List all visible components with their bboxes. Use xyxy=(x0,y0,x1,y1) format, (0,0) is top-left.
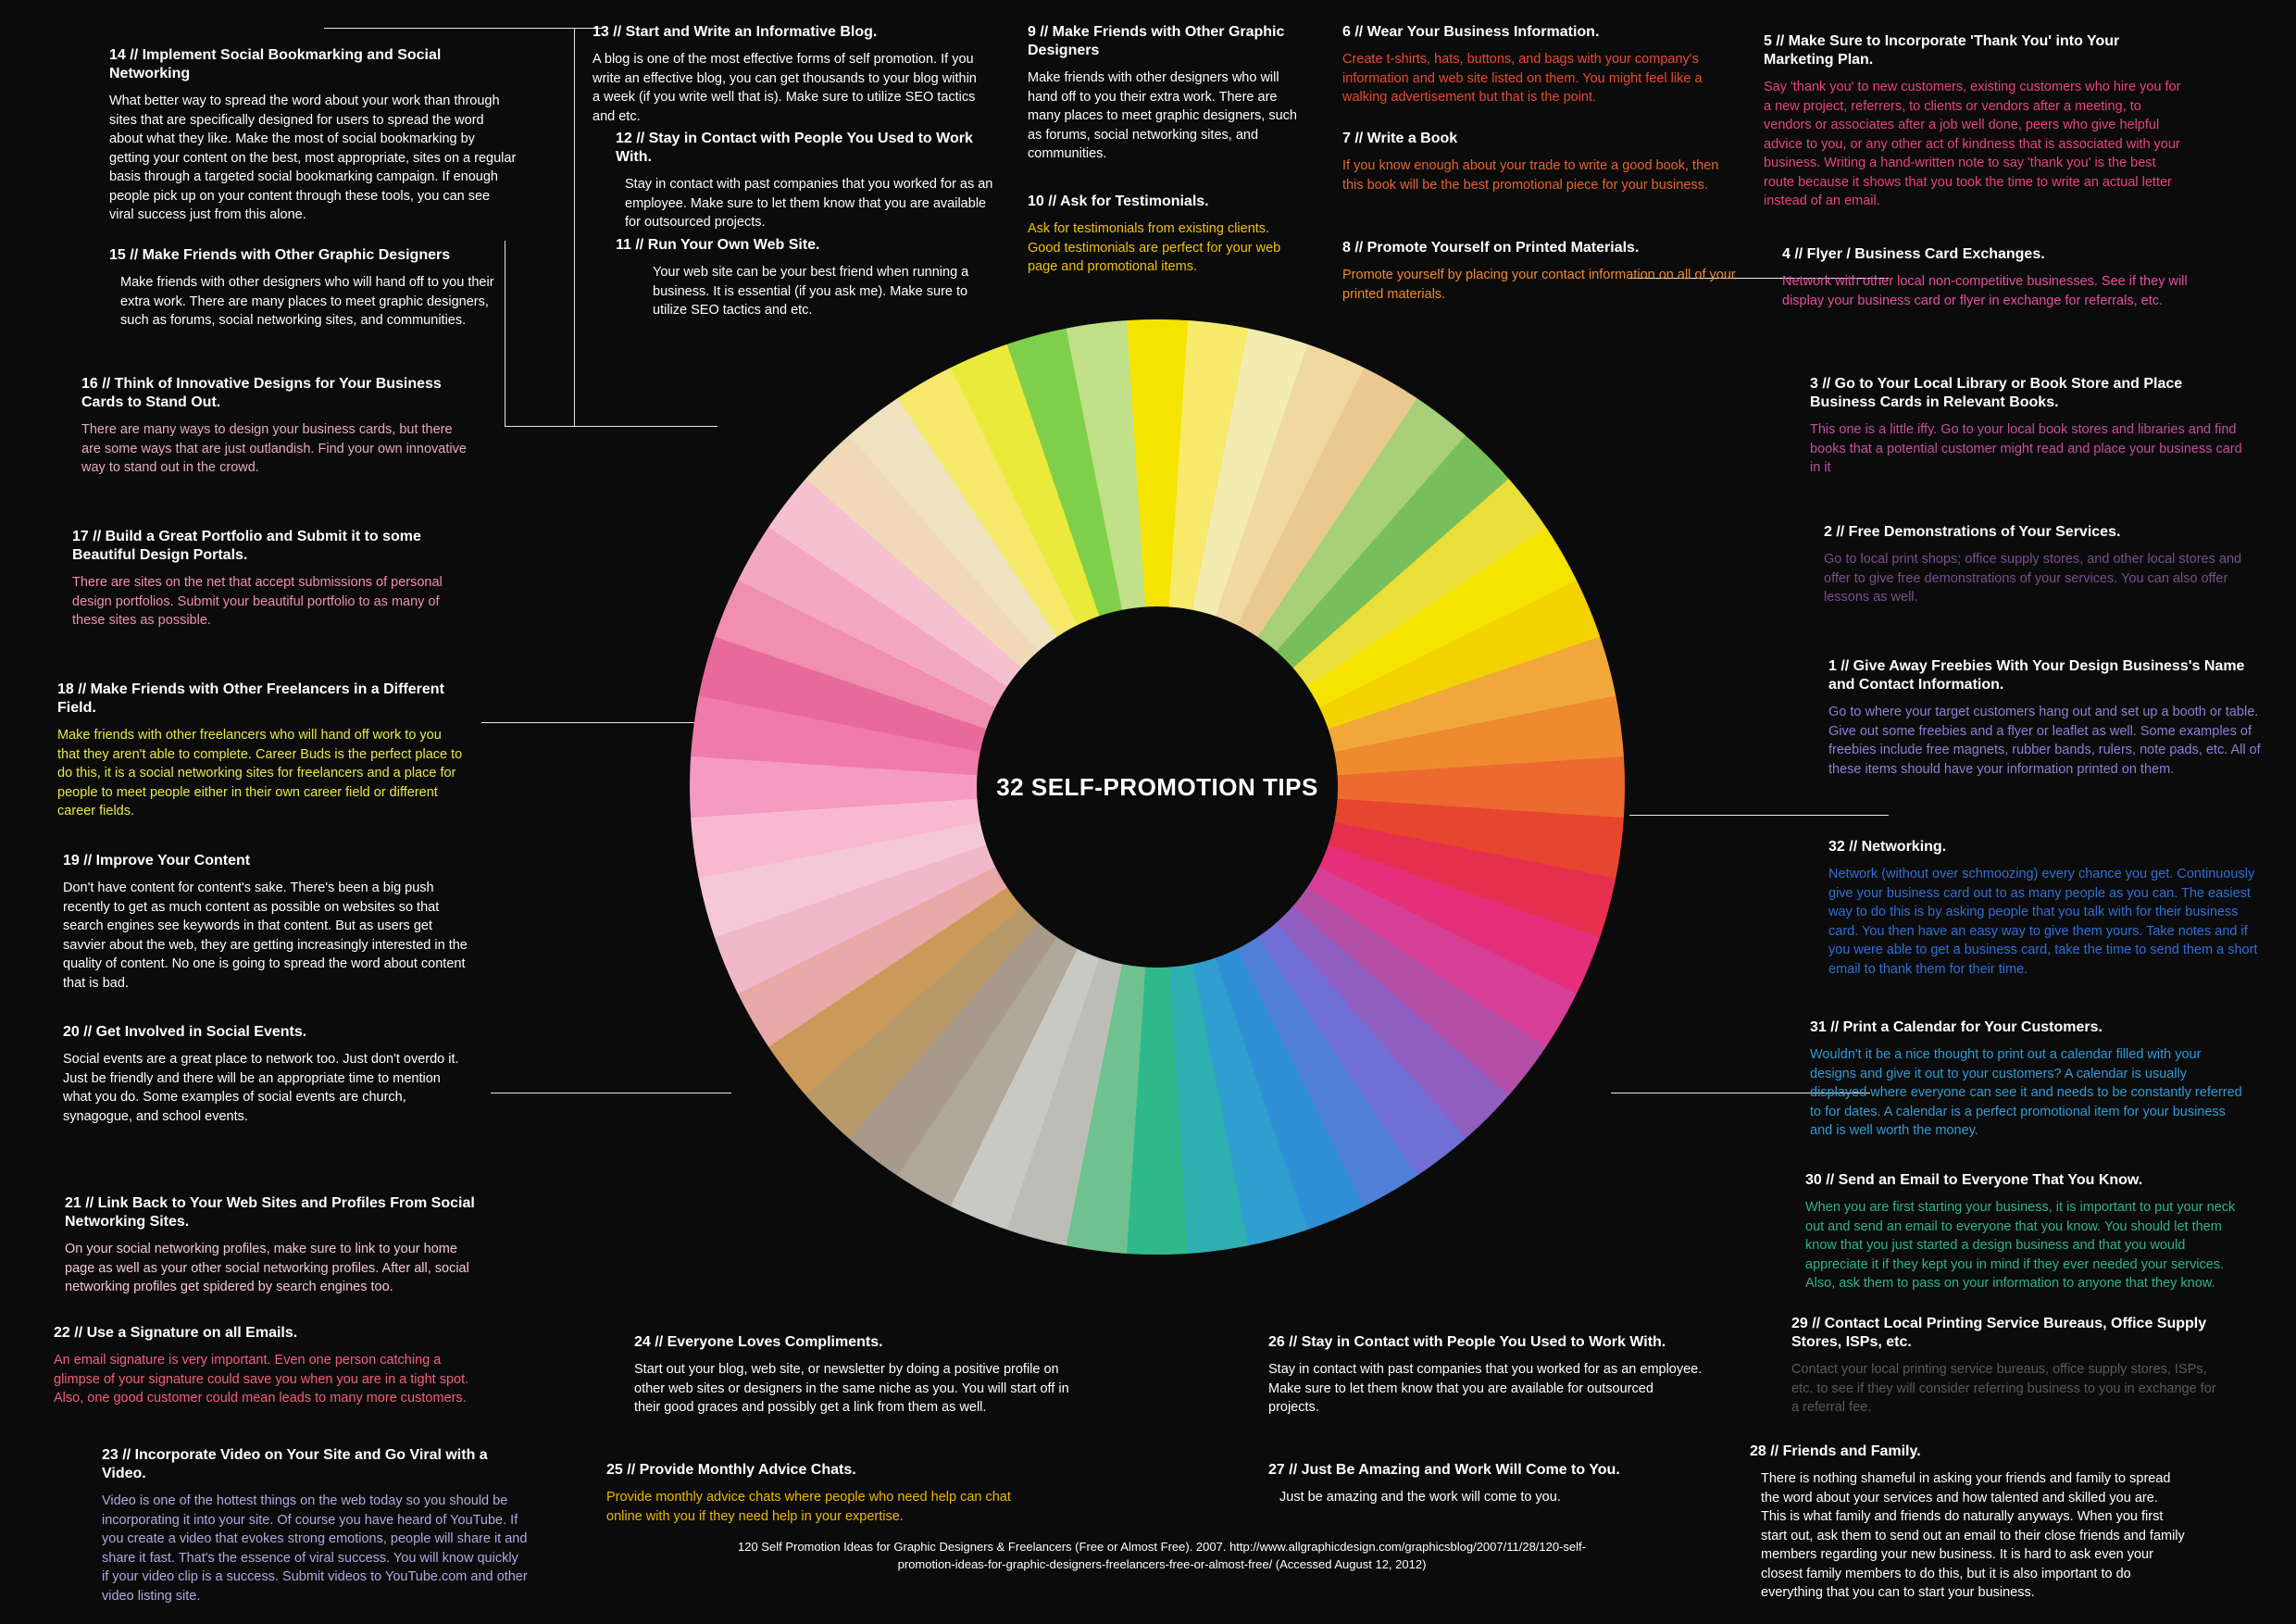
tip-8 xyxy=(1342,239,1736,304)
tip-13 xyxy=(593,23,981,126)
tip-5 xyxy=(1764,32,2190,211)
tip-27 xyxy=(1268,1461,1703,1507)
tip-23 xyxy=(102,1446,528,1605)
connector-line xyxy=(574,28,575,426)
tip-body: There is nothing shameful in asking your friends and family to spread the word about your services and how talented and skilled you are. This is what family and friends do naturally anyways. When you first start out, ask them to send out an email to their close friends and family members regarding your new business. It is hard to ask even your closest family members to do this, but it is also important to do everything that you can to start your business. xyxy=(1761,1471,2185,1601)
tip-17 xyxy=(72,528,461,631)
tip-body: There are many ways to design your business cards, but there are some ways that are just outlandish. Find your own innovative way to stand out in the crowd. xyxy=(81,422,467,476)
tip-body: Make friends with other designers who will hand off to you their extra work. There are many places to meet graphic designers, such as forums, social networking sites, and communities. xyxy=(120,275,494,329)
color-wheel xyxy=(690,319,1625,1255)
tip-body: Make friends with other freelancers who will hand off work to you that they aren't able to complete. Career Buds is the perfect place to do this, it is a social networking sites for freelancers and a place for people to meet people either in their own career field or different career fields. xyxy=(57,728,463,819)
tip-heading: 2 // Free Demonstrations of Your Services. xyxy=(1824,524,2121,540)
tip-19 xyxy=(63,852,470,993)
tip-body: Contact your local printing service bureaus, office supply stores, ISPs, etc. to see if they will consider referring business to you in exchange for a referral fee. xyxy=(1791,1362,2216,1416)
tip-heading: 21 // Link Back to Your Web Sites and Profiles From Social Networking Sites. xyxy=(65,1195,475,1230)
tip-16 xyxy=(81,375,470,478)
tip-heading: 29 // Contact Local Printing Service Bureaus, Office Supply Stores, ISPs, etc. xyxy=(1791,1316,2207,1350)
tip-heading: 16 // Think of Innovative Designs for Your Business Cards to Stand Out. xyxy=(81,376,442,410)
tip-body: Video is one of the hottest things on the web today so you should be incorporating it into your site. Of course you have heard of YouTube. If you create a video that evokes strong emotions, people will share it and share it fast. That's the essence of viral success. You will know quickly if your video clip is a success. Submit videos to YouTube.com and other video listing site. xyxy=(102,1493,528,1604)
tip-heading: 20 // Get Involved in Social Events. xyxy=(63,1024,307,1040)
tip-21 xyxy=(65,1194,481,1297)
tip-body: Make friends with other designers who will hand off to you their extra work. There are many places to meet graphic designers, such as forums, social networking sites, and communities. xyxy=(1028,70,1297,162)
tip-3 xyxy=(1810,375,2245,478)
tip-heading: 25 // Provide Monthly Advice Chats. xyxy=(606,1462,856,1478)
wheel-hub xyxy=(977,606,1338,968)
tip-heading: 15 // Make Friends with Other Graphic Designers xyxy=(109,247,451,263)
tip-11 xyxy=(616,236,986,320)
tip-20 xyxy=(63,1023,470,1126)
tip-22 xyxy=(54,1324,470,1408)
connector-line xyxy=(481,722,704,723)
tip-heading: 1 // Give Away Freebies With Your Design Business's Name and Contact Information. xyxy=(1828,658,2245,693)
tip-heading: 26 // Stay in Contact with People You Used to Work With. xyxy=(1268,1334,1666,1350)
tip-body: Start out your blog, web site, or newsletter by doing a positive profile on other web sites or designers in the same niche as you. You will start off in their good graces and possibly get a link from them as well. xyxy=(634,1362,1069,1416)
center-title: 32 SELF-PROMOTION TIPS xyxy=(996,772,1318,801)
tip-heading: 5 // Make Sure to Incorporate 'Thank You' into Your Marketing Plan. xyxy=(1764,33,2120,68)
tip-7 xyxy=(1342,130,1736,194)
tip-24 xyxy=(634,1333,1069,1418)
tip-body: Stay in contact with past companies that you worked for as an employee. Make sure to let them know that you are available for outsourced projects. xyxy=(1268,1362,1703,1416)
connector-line xyxy=(505,426,718,427)
tip-heading: 8 // Promote Yourself on Printed Materials. xyxy=(1342,240,1640,256)
tip-body: Ask for testimonials from existing clients. Good testimonials are perfect for your web page and promotional items. xyxy=(1028,221,1281,275)
tip-29 xyxy=(1791,1315,2227,1418)
tip-body: Go to where your target customers hang out and set up a booth or table. Give out some freebies and a flyer or leaflet as well. Some examples of freebies include free magnets, rubber bands, rulers, note pads, etc. All of these items should have your information printed on them. xyxy=(1828,705,2261,777)
tip-body: Don't have content for content's sake. There's been a big push recently to get as much content as possible on websites so that search engines see keywords in that content. But as users get savvier about the web, they are getting increasingly interested in the quality of content. No one is going to spread the word about content that is bad. xyxy=(63,881,468,991)
tip-30 xyxy=(1805,1171,2240,1293)
tip-2 xyxy=(1824,523,2259,607)
tip-heading: 6 // Wear Your Business Information. xyxy=(1342,24,1600,40)
tip-body: Provide monthly advice chats where people who need help can chat online with you if they need help in your expertise. xyxy=(606,1490,1011,1524)
tip-heading: 18 // Make Friends with Other Freelancers in a Different Field. xyxy=(57,681,444,716)
tip-body: Stay in contact with past companies that you worked for as an employee. Make sure to let them know that you are available for outsourced projects. xyxy=(625,177,993,231)
tip-heading: 10 // Ask for Testimonials. xyxy=(1028,194,1209,209)
tip-heading: 23 // Incorporate Video on Your Site and Go Viral with a Video. xyxy=(102,1447,488,1481)
tip-heading: 19 // Improve Your Content xyxy=(63,853,251,868)
tip-heading: 14 // Implement Social Bookmarking and Social Networking xyxy=(109,47,442,81)
tip-6 xyxy=(1342,23,1736,107)
tip-12 xyxy=(616,130,1004,232)
tip-body: What better way to spread the word about your work than through sites that are specifically designed for users to spread the word about what they like. Make the most of social bookmarking by getting your content on the best, most appropriate, sites on a regular basis through a targeted social bookmarking campaign. If enough people pick up on your content through these tools, you can see viral success just from this alone. xyxy=(109,94,517,223)
tip-body: On your social networking profiles, make sure to link to your home page as well as your other social networking profiles. After all, social networking profiles get spidered by search engines too. xyxy=(65,1242,469,1295)
tip-heading: 17 // Build a Great Portfolio and Submit it to some Beautiful Design Portals. xyxy=(72,529,421,563)
tip-body: Network with other local non-competitive businesses. See if they will display your business card or flyer in exchange for referrals, etc. xyxy=(1782,274,2188,308)
tip-heading: 22 // Use a Signature on all Emails. xyxy=(54,1325,298,1341)
tip-heading: 13 // Start and Write an Informative Blog. xyxy=(593,24,878,40)
tip-1 xyxy=(1828,657,2264,779)
tip-15 xyxy=(109,246,517,331)
connector-line xyxy=(1629,815,1889,816)
tip-body: When you are first starting your business, it is important to put your neck out and send an email to everyone that you know. You should let them know that you just started a design business and that you would appreciate it if they kept you in mind if they ever needed your services. Also, ask them to pass on your information to anyone that they know. xyxy=(1805,1200,2236,1292)
tip-body: Promote yourself by placing your contact information on all of your printed materials. xyxy=(1342,268,1736,302)
tip-heading: 30 // Send an Email to Everyone That You Know. xyxy=(1805,1172,2143,1188)
tip-body: Network (without over schmoozing) every chance you get. Continuously give your business card out to as many people as you can. The easiest way to do this is by asking people that you talk with for their business card. You then have an easy way to give them yours. Take notes and if you were able to get a business card, take the time to send them a short email to thank them for their time. xyxy=(1828,867,2258,977)
tip-26 xyxy=(1268,1333,1703,1418)
tip-body: If you know enough about your trade to write a good book, then this book will be the best promotional piece for your business. xyxy=(1342,158,1719,193)
tip-4 xyxy=(1782,245,2208,310)
tip-14 xyxy=(109,46,517,225)
tip-body: Wouldn't it be a nice thought to print out a calendar filled with your designs and give it out to your customers? A calendar is usually displayed where everyone can see it and needs to be constantly referred to for dates. A calendar is a perfect promotional item for your business and is well worth the money. xyxy=(1810,1047,2242,1139)
tip-body: Create t-shirts, hats, buttons, and bags with your company's information and web site listed on them. You might feel like a walking advertisement but that is the point. xyxy=(1342,52,1703,106)
tip-18 xyxy=(57,681,465,821)
tip-heading: 9 // Make Friends with Other Graphic Designers xyxy=(1028,24,1285,58)
tip-body: An email signature is very important. Even one person catching a glimpse of your signature could save you when you are in a tight spot. Also, one good customer could mean leads to many more customers. xyxy=(54,1353,469,1406)
tip-body: Go to local print shops; office supply stores, and other local stores and offer to give free demonstrations of your services. You can also offer lessons as well. xyxy=(1824,552,2242,606)
tip-body: Social events are a great place to network too. Just don't overdo it. Just be friendly and there will be an appropriate time to mention what you do. Some examples of social events are church, synagogue, and school events. xyxy=(63,1052,459,1124)
tip-25 xyxy=(606,1461,1042,1526)
tip-32 xyxy=(1828,838,2264,979)
tip-heading: 31 // Print a Calendar for Your Customers. xyxy=(1810,1019,2103,1035)
tip-9 xyxy=(1028,23,1305,164)
tip-heading: 28 // Friends and Family. xyxy=(1750,1443,1921,1459)
tip-body: There are sites on the net that accept submissions of personal design portfolios. Submit your beautiful portfolio to as many of these sites as possible. xyxy=(72,575,443,629)
tip-heading: 12 // Stay in Contact with People You Used to Work With. xyxy=(616,131,973,165)
tip-heading: 32 // Networking. xyxy=(1828,839,1947,855)
tip-body: This one is a little iffy. Go to your local book stores and libraries and find books that a potential customer might read and place your business card in it xyxy=(1810,422,2242,476)
tip-heading: 3 // Go to Your Local Library or Book Store and Place Business Cards in Relevant Books. xyxy=(1810,376,2183,410)
tip-heading: 24 // Everyone Loves Compliments. xyxy=(634,1334,883,1350)
tip-heading: 4 // Flyer / Business Card Exchanges. xyxy=(1782,246,2045,262)
tip-body: A blog is one of the most effective forms of self promotion. If you write an effective blog, you can get thousands to your blog within a week (if you write well that is). Make sure to utilize SEO tactics and etc. xyxy=(593,52,977,124)
tip-heading: 27 // Just Be Amazing and Work Will Come to You. xyxy=(1268,1462,1620,1478)
tip-body: Say 'thank you' to new customers, existing customers who hire you for a new project, referrers, to clients or vendors after a meeting, to vendors or associates after a job well done, peers who give helpful advice to you, or any other act of kindness that is associated with your business. Writing a hand-written note to say 'thank you' is the best route because it shows that you took the time to write an actual letter instead of an email. xyxy=(1764,80,2181,209)
tip-28 xyxy=(1750,1443,2185,1603)
source-caption: 120 Self Promotion Ideas for Graphic Designers & Freelancers (Free or Almost Free). 2007. http://www.allgraphicdesign.com/graphicsblog/2007/11/28/120-self-promotion-ideas-for-graphic-designers-freelancers-free-or-almost-free/ (Accessed August 12, 2012) xyxy=(738,1540,1586,1571)
tip-31 xyxy=(1810,1018,2245,1141)
tip-heading: 7 // Write a Book xyxy=(1342,131,1458,146)
tip-10 xyxy=(1028,193,1305,277)
tip-body: Your web site can be your best friend when running a business. It is essential (if you ask me). Make sure to utilize SEO tactics and etc. xyxy=(653,265,969,319)
connector-line xyxy=(324,28,602,29)
tip-heading: 11 // Run Your Own Web Site. xyxy=(616,237,820,253)
tip-body: Just be amazing and the work will come to you. xyxy=(1279,1490,1561,1505)
